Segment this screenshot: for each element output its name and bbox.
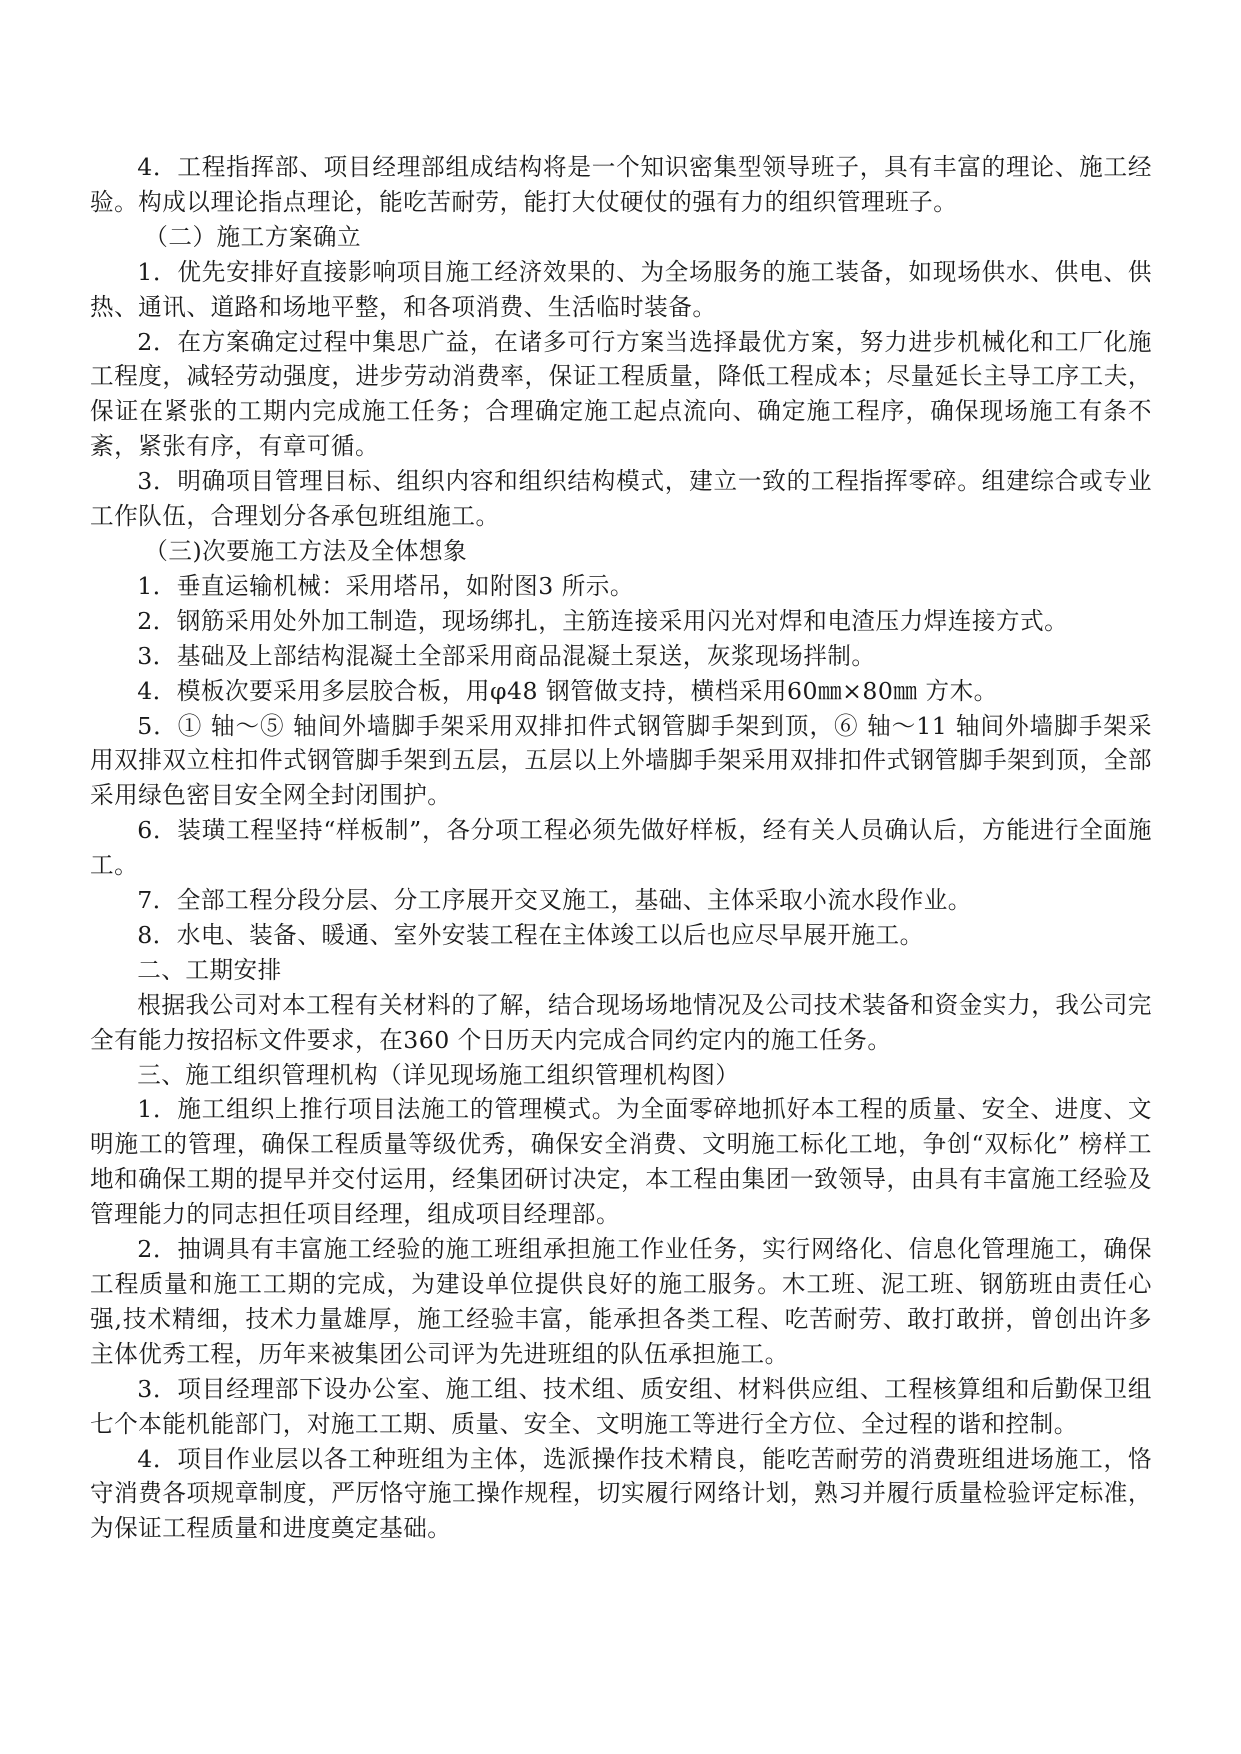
paragraph-method-item-4: 4．模板次要采用多层胶合板，用φ48 钢管做支持，横档采用60㎜×80㎜ 方木。 (137, 676, 998, 705)
section-heading-construction-plan: （二）施工方案确立 (144, 222, 362, 251)
paragraph-method-item-1: 1．垂直运输机械：采用塔吊，如附图3 所示。 (137, 571, 634, 600)
paragraph-method-item-6: 6．装璜工程坚持“样板制”，各分项工程必须先做好样板，经有关人员确认后，方能进行全面施工。 (90, 816, 1152, 880)
document-page (90, 150, 1152, 1546)
paragraph-organization-item-4: 4．项目作业层以各工种班组为主体，选派操作技术精良，能吃苦耐劳的消费班组进场施工，恪守消费各项规章制度，严厉恪守施工操作规程，切实履行网络计划，熟习并履行质量检验评定标准，为保证工程质量和进度奠定基础。 (90, 1444, 1152, 1543)
paragraph-plan-item-3: 3．明确项目管理目标、组织内容和组织结构模式，建立一致的工程指挥零碎。组建综合或专业工作队伍，合理划分各承包班组施工。 (90, 467, 1152, 531)
paragraph-organization-item-2: 2．抽调具有丰富施工经验的施工班组承担施工作业任务，实行网络化、信息化管理施工，确保工程质量和施工工期的完成，为建设单位提供良好的施工服务。木工班、泥工班、钢筋班由责任心强,技术精细，技术力量雄厚，施工经验丰富，能承担各类工程、吃苦耐劳、敢打敢拼，曾创出许多主体优秀工程，历年来被集团公司评为先进班组的队伍承担施工。 (90, 1235, 1152, 1368)
paragraph-method-item-8: 8．水电、装备、暖通、室外安装工程在主体竣工以后也应尽早展开施工。 (137, 920, 924, 949)
paragraph-method-item-5: 5．① 轴～⑤ 轴间外墙脚手架采用双排扣件式钢管脚手架到顶，⑥ 轴～11 轴间外墙脚手架采用双排双立柱扣件式钢管脚手架到五层，五层以上外墙脚手架采用双排扣件式钢管脚手架到顶，全部采用绿色密目安全网全封闭围护。 (90, 711, 1152, 810)
paragraph-method-item-3: 3．基础及上部结构混凝土全部采用商品混凝土泵送，灰浆现场拌制。 (137, 641, 876, 670)
paragraph-organization-item-1: 1．施工组织上推行项目法施工的管理模式。为全面零碎地抓好本工程的质量、安全、进度、文明施工的管理，确保工程质量等级优秀，确保安全消费、文明施工标化工地，争创“双标化” 榜样工地和确保工期的提早并交付运用，经集团研讨决定，本工程由集团一致领导，由具有丰富施工经验及管理能力的同志担任项目经理，组成项目经理部。 (90, 1095, 1152, 1229)
paragraph-organization-item-3: 3．项目经理部下设办公室、施工组、技术组、质安组、材料供应组、工程核算组和后勤保卫组七个本能机能部门，对施工工期、质量、安全、文明施工等进行全方位、全过程的谐和控制。 (90, 1374, 1152, 1438)
paragraph-method-item-7: 7．全部工程分段分层、分工序展开交叉施工，基础、主体采取小流水段作业。 (137, 886, 972, 915)
section-heading-construction-methods: （三)次要施工方法及全体想象 (144, 536, 468, 565)
paragraph-plan-item-2: 2．在方案确定过程中集思广益，在诸多可行方案当选择最优方案，努力进步机械化和工厂化施工程度，减轻劳动强度，进步劳动消费率，保证工程质量，降低工程成本；尽量延长主导工序工夫，保证在紧张的工期内完成施工任务；合理确定施工起点流向、确定施工程序，确保现场施工有条不紊，紧张有序，有章可循。 (90, 327, 1152, 461)
section-heading-schedule: 二、工期安排 (137, 955, 282, 984)
paragraph-command-structure: 4．工程指挥部、项目经理部组成结构将是一个知识密集型领导班子，具有丰富的理论、施工经验。构成以理论指点理论，能吃苦耐劳，能打大仗硬仗的强有力的组织管理班子。 (90, 153, 1152, 216)
paragraph-plan-item-1: 1．优先安排好直接影响项目施工经济效果的、为全场服务的施工装备，如现场供水、供电、供热、通讯、道路和场地平整，和各项消费、生活临时装备。 (90, 257, 1152, 321)
paragraph-schedule: 根据我公司对本工程有关材料的了解，结合现场场地情况及公司技术装备和资金实力，我公司完全有能力按招标文件要求，在360 个日历天内完成合同约定内的施工任务。 (90, 990, 1152, 1054)
section-heading-organization: 三、施工组织管理机构（详见现场施工组织管理机构图） (137, 1060, 740, 1089)
paragraph-method-item-2: 2．钢筋采用处外加工制造，现场绑扎，主筋连接采用闪光对焊和电渣压力焊连接方式。 (137, 606, 1069, 635)
